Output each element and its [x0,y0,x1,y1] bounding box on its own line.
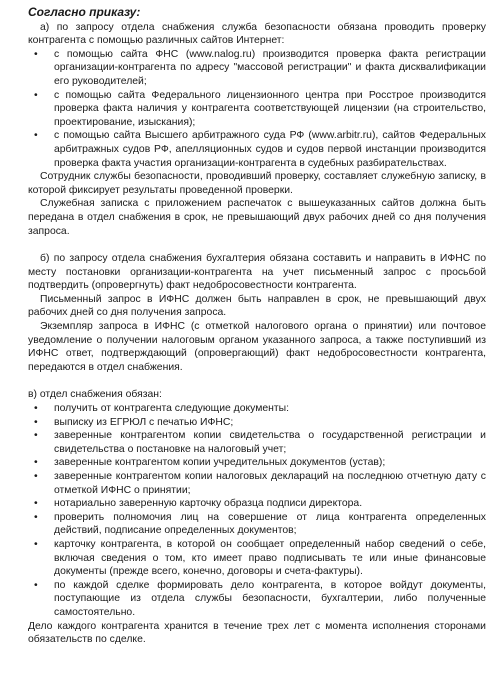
section-b-paragraph: Экземпляр запроса в ИФНС (с отметкой налогового органа о принятии) или почтовое уведомление о получении налоговым органом указанного запроса, а также поступивший из ИФНС ответ, подтверждающий (опровергающий) факт недобросовестности контрагента, передаются в отдел снабжения. [28,321,486,373]
section-c-intro: в) отдел снабжения обязан: [28,389,162,401]
list-item: • получить от контрагента следующие документы: [28,402,486,416]
list-item: • с помощью сайта Федерального лицензионного центра при Росстрое производится проверка факта наличия у контрагента соответствующей лицензии (на строительство, проектирование, изыскания); [28,89,486,130]
section-a-intro: а) по запросу отдела снабжения служба безопасности обязана проводить проверку контрагента с помощью различных сайтов Интернет: [28,21,486,47]
document-title: Согласно приказу: [28,5,141,19]
section-c-list [28,402,486,620]
list-item: • карточку контрагента, в которой он сообщает определенный набор сведений о себе, включая сведения о том, кто имеет право подписывать те или иные финансовые документы (прежде всего, конечно, договоры и счета-фактуры). [28,538,486,579]
section-b-intro: б) по запросу отдела снабжения бухгалтерия обязана составить и направить в ИФНС по месту постановки организации-контрагента на учет письменный запрос с просьбой подтвердить (опровергнуть) факт недобросовестности контрагента. [28,253,486,292]
list-item: • заверенные контрагентом копии налоговых деклараций на последнюю отчетную дату с отметкой ИФНС о принятии; [28,470,486,497]
section-c-closing: Дело каждого контрагента хранится в течение трех лет с момента исполнения сторонами обязательств по сделке. [28,620,486,646]
section-a-list [28,48,486,170]
section-b-paragraph: Письменный запрос в ИФНС должен быть направлен в срок, не превышающий двух рабочих дней со дня получения запроса. [28,293,486,319]
list-item: • заверенные контрагентом копии свидетельства о государственной регистрации и свидетельства о постановке на налоговый учет; [28,429,486,456]
list-item: • заверенные контрагентом копии учредительных документов (устав); [28,456,486,470]
list-item: • по каждой сделке формировать дело контрагента, в которое войдут документы, поступающие из отдела службы безопасности, бухгалтерии, либо полученные самостоятельно. [28,579,486,620]
list-item: • нотариально заверенную карточку образца подписи директора. [28,497,486,511]
list-item: • с помощью сайта ФНС (www.nalog.ru) производится проверка факта регистрации организации-контрагента по адресу "массовой регистрации" и факта дисквалификации его руководителей; [28,48,486,89]
list-item: • проверить полномочия лиц на совершение от лица контрагента определенных действий, подписание определенных документов; [28,511,486,538]
list-item: • выписку из ЕГРЮЛ с печатью ИФНС; [28,416,486,430]
section-a-paragraph: Сотрудник службы безопасности, проводивший проверку, составляет служебную записку, в которой фиксирует результаты проведенной проверки. [28,171,486,196]
section-a-paragraph: Служебная записка с приложением распечаток с вышеуказанных сайтов должна быть передана в отдел снабжения в срок, не превышающий двух рабочих дней со дня получения запроса. [28,198,486,237]
list-item: • с помощью сайта Высшего арбитражного суда РФ (www.arbitr.ru), сайтов Федеральных арбитражных судов РФ, апелляционных судов и судов первой инстанции производится проверка факта участия организации-контрагента в судебных разбирательствах. [28,129,486,170]
